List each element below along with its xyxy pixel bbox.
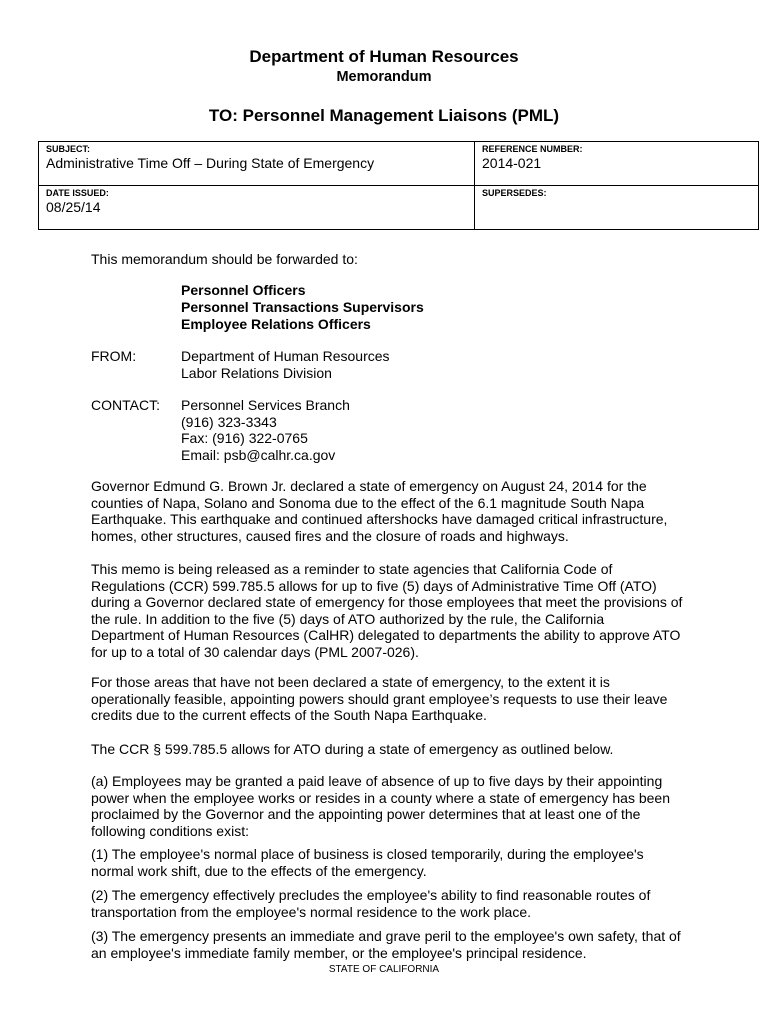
- para-line: This memo is being released as a reminder to state agencies that California Code of: [91, 561, 613, 577]
- para-line: For those areas that have not been declared a state of emergency, to the extent it is: [91, 674, 610, 690]
- reference-cell: [475, 142, 759, 186]
- recipient-item: Personnel Transactions Supervisors: [181, 299, 424, 315]
- recipient-item: Personnel Officers: [181, 282, 306, 298]
- recipient-item: Employee Relations Officers: [181, 316, 371, 332]
- from-line: Department of Human Resources: [181, 348, 390, 364]
- contact-phone: (916) 323-3343: [181, 413, 277, 430]
- memo-type-title: Memorandum: [336, 69, 432, 85]
- reference-label: REFERENCE NUMBER:: [482, 144, 583, 154]
- recipient-list: [181, 282, 424, 333]
- paragraph-non-declared-areas: [91, 674, 687, 724]
- para-line: Earthquake. This earthquake and continued aftershocks have damaged critical infrastructure,: [91, 511, 668, 527]
- para-line: operationally feasible, appointing powers should grant employee’s requests to use their leave: [91, 690, 668, 707]
- date-value: 08/25/14: [46, 199, 101, 215]
- contact-line: Personnel Services Branch: [181, 397, 350, 413]
- para-line: following conditions exist:: [91, 822, 249, 839]
- subject-label: SUBJECT:: [46, 144, 91, 154]
- para-line: an employee's immediate family member, or the employee's principal residence.: [91, 944, 587, 961]
- from-label: FROM:: [91, 348, 137, 364]
- contact-fax: Fax: (916) 322-0765: [181, 430, 308, 446]
- subject-cell: [39, 142, 475, 186]
- para-line: counties of Napa, Solano and Sonoma due to the effect of the 6.1 magnitude South Napa: [91, 494, 645, 511]
- para-line: Governor Edmund G. Brown Jr. declared a state of emergency on August 24, 2014 for the: [91, 478, 647, 494]
- paragraph-condition-2: [91, 887, 687, 920]
- paragraph-ato-reminder: [91, 561, 687, 660]
- para-line: for up to a total of 30 calendar days (PML 2007-026).: [91, 643, 419, 660]
- para-line: credits due to the current effects of the South Napa Earthquake.: [91, 707, 487, 723]
- department-title: Department of Human Resources: [249, 47, 519, 66]
- para-line: power when the employee works or resides in a county where a state of emergency has been: [91, 789, 670, 806]
- para-line: (a) Employees may be granted a paid leave of absence of up to five days by their appointing: [91, 773, 663, 789]
- contact-block: [181, 397, 350, 463]
- memo-info-table: [38, 141, 759, 230]
- para-line: transportation from the employee's normal residence to the work place.: [91, 903, 532, 920]
- paragraph-condition-1: [91, 846, 687, 879]
- supersedes-cell: [475, 186, 759, 230]
- contact-label: CONTACT:: [91, 397, 160, 413]
- para-line: the rule. In addition to the five (5) days of ATO authorized by the rule, the California: [91, 610, 605, 627]
- para-line: during a Governor declared state of emergency for those employees that meet the provisions of: [91, 594, 683, 610]
- reference-value: 2014-021: [482, 155, 542, 171]
- paragraph-emergency-declaration: [91, 478, 687, 544]
- para-line: (2) The emergency effectively precludes the employee's ability to find reasonable routes of: [91, 887, 651, 903]
- para-line: Department of Human Resources (CalHR) delegated to departments the ability to approve ATO: [91, 627, 681, 643]
- to-line: TO: Personnel Management Liaisons (PML): [208, 106, 560, 125]
- date-cell: [39, 186, 475, 230]
- para-line: proclaimed by the Governor and the appointing power determines that at least one of the: [91, 806, 641, 822]
- para-line: homes, other structures, caused fires and the closure of roads and highways.: [91, 527, 569, 544]
- paragraph-ccr-intro: [91, 741, 687, 758]
- subject-value: Administrative Time Off – During State of Emergency: [46, 155, 375, 171]
- from-block: [181, 348, 390, 381]
- contact-email: Email: psb@calhr.ca.gov: [181, 446, 336, 463]
- para-line: Regulations (CCR) 599.785.5 allows for up to five (5) days of Administrative Time Off (ATO): [91, 577, 657, 594]
- page-footer: STATE OF CALIFORNIA: [328, 964, 440, 975]
- para-line: (3) The emergency presents an immediate and grave peril to the employee's own safety, that of: [91, 928, 681, 944]
- supersedes-label: SUPERSEDES:: [482, 188, 547, 198]
- date-label: DATE ISSUED:: [46, 188, 109, 198]
- para-line: The CCR § 599.785.5 allows for ATO during a state of emergency as outlined below.: [91, 741, 614, 757]
- para-line: (1) The employee's normal place of business is closed temporarily, during the employee's: [91, 846, 644, 862]
- forward-intro: This memorandum should be forwarded to:: [91, 251, 358, 267]
- paragraph-condition-3: [91, 928, 687, 961]
- para-line: normal work shift, due to the effects of the emergency.: [91, 862, 427, 879]
- from-line: Labor Relations Division: [181, 364, 332, 381]
- paragraph-rule-a: [91, 773, 687, 839]
